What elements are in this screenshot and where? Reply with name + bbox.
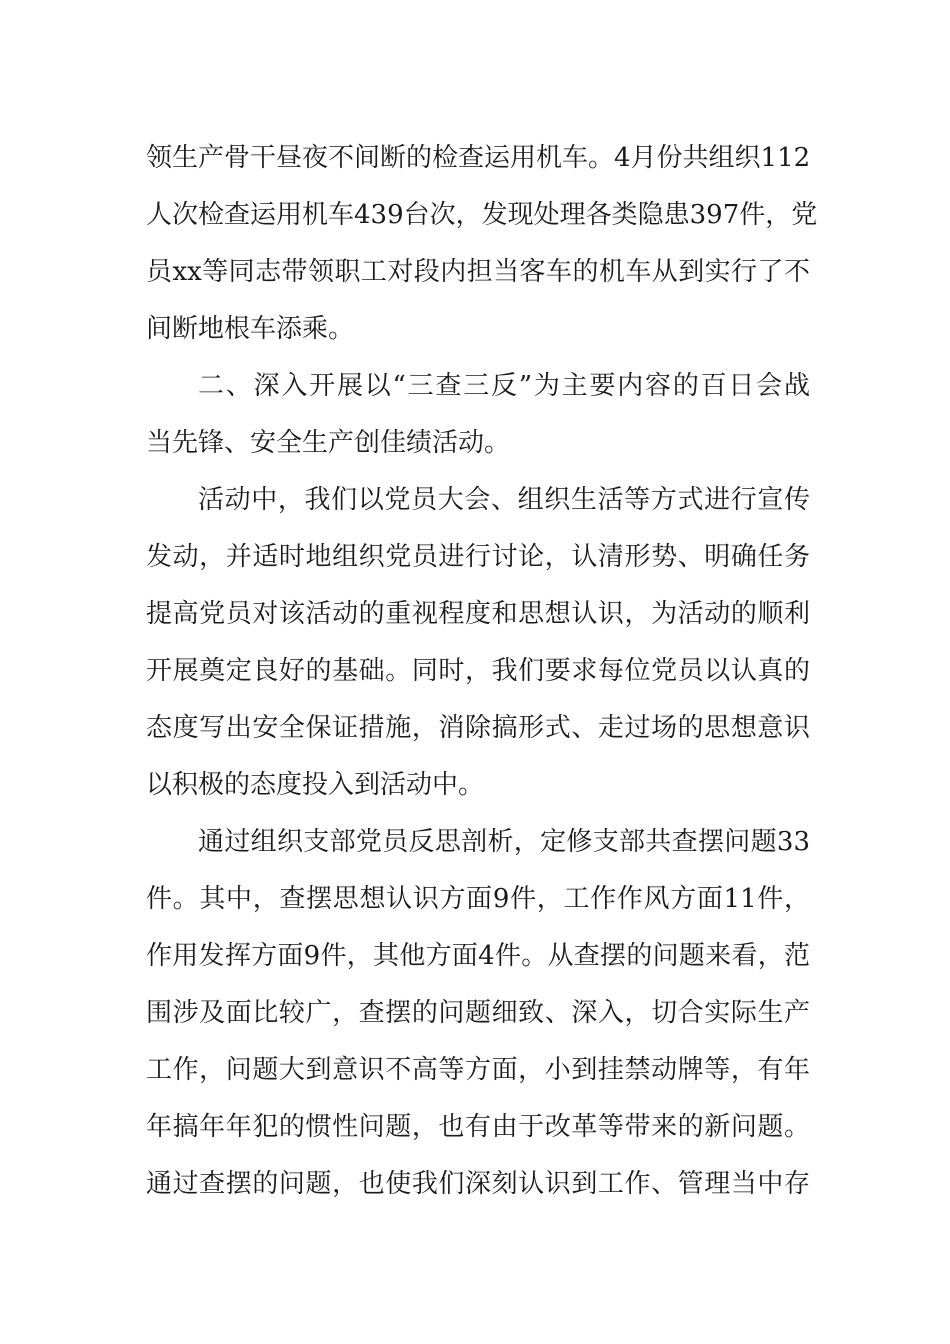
paragraph-2-heading xyxy=(146,358,810,472)
text-line: 工作，问题大到意识不高等方面，小到挂禁动牌等，有年 xyxy=(146,1055,810,1085)
text-line: 以积极的态度投入到活动中。 xyxy=(146,770,485,800)
text-line: 年搞年年犯的惯性问题，也有由于改革等带来的新问题。 xyxy=(146,1112,810,1142)
paragraph-3 xyxy=(146,472,810,814)
text-line: 当先锋、安全生产创佳绩活动。 xyxy=(146,428,511,458)
text-line: 人次检查运用机车439台次，发现处理各类隐患397件，党 xyxy=(146,200,818,230)
text-line: 通过查摆的问题，也使我们深刻认识到工作、管理当中存 xyxy=(146,1169,810,1199)
text-line: 二、深入开展以“三查三反”为主要内容的百日会战 xyxy=(198,371,810,401)
text-line: 提高党员对该活动的重视程度和思想认识，为活动的顺利 xyxy=(146,599,810,629)
paragraph-4 xyxy=(146,814,810,1213)
text-line: 发动，并适时地组织党员进行讨论，认清形势、明确任务 xyxy=(146,542,810,572)
text-line: 开展奠定良好的基础。同时，我们要求每位党员以认真的 xyxy=(146,656,810,686)
text-line: 件。其中，查摆思想认识方面9件，工作作风方面11件， xyxy=(146,884,810,914)
text-line: 活动中，我们以党员大会、组织生活等方式进行宣传 xyxy=(198,485,810,515)
text-line: 态度写出安全保证措施，消除搞形式、走过场的思想意识 xyxy=(146,713,810,743)
text-line: 通过组织支部党员反思剖析，定修支部共查摆问题33 xyxy=(198,827,810,857)
text-line: 员xx等同志带领职工对段内担当客车的机车从到实行了不 xyxy=(146,257,810,287)
paragraph-1 xyxy=(146,130,818,358)
text-line: 作用发挥方面9件，其他方面4件。从查摆的问题来看，范 xyxy=(146,941,810,971)
text-line: 围涉及面比较广，查摆的问题细致、深入，切合实际生产 xyxy=(146,998,810,1028)
text-line: 间断地根车添乘。 xyxy=(146,314,355,344)
text-line: 领生产骨干昼夜不间断的检查运用机车。4月份共组织112 xyxy=(146,143,811,173)
document-body xyxy=(146,130,818,1213)
